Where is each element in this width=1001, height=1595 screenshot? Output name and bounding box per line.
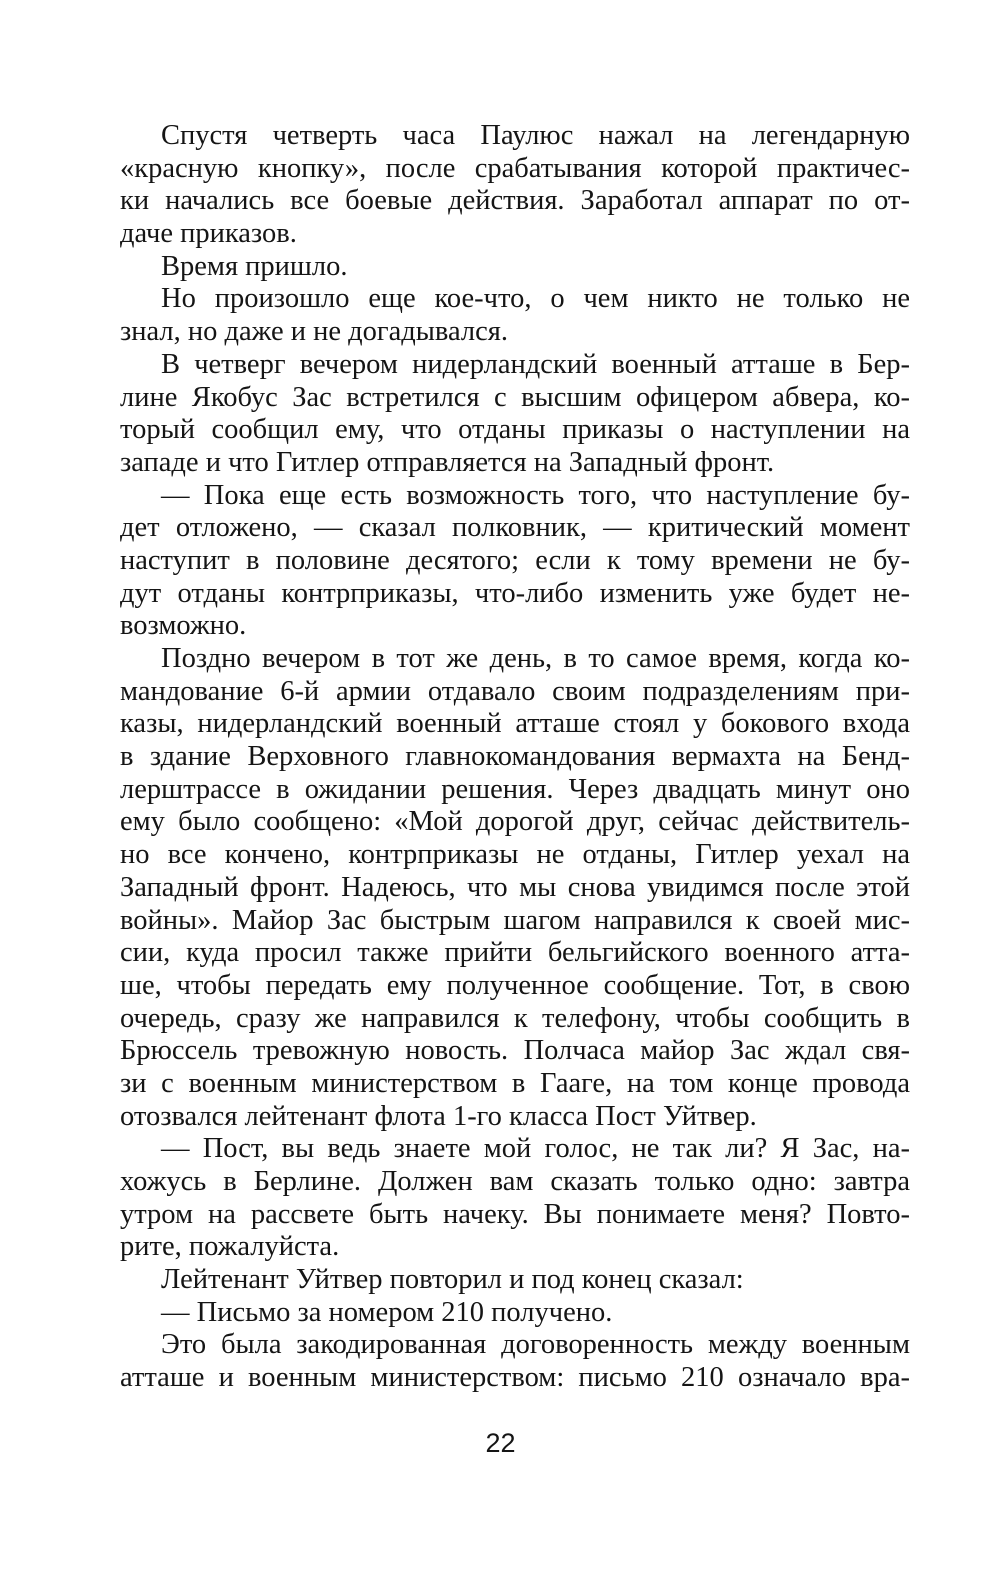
text-line: зи с военным министерством в Гааге, на том конце провода xyxy=(120,1067,910,1099)
text-line: В четверг вечером нидерландский военный атташе в Бер- xyxy=(161,348,910,380)
text-line: — Пост, вы ведь знаете мой голос, не так ли? Я Зас, на- xyxy=(161,1133,910,1165)
text-line: хожусь в Берлине. Должен вам сказать только одно: завтра xyxy=(120,1166,910,1197)
text-line: ему было сообщено: «Мой дорогой друг, сейчас действитель- xyxy=(120,806,910,838)
text-line: дет отложено, — сказал полковник, — критический момент xyxy=(120,512,910,544)
page-number: 22 xyxy=(485,1428,516,1458)
text-line: Лейтенант Уйтвер повторил и под конец сказал: xyxy=(161,1264,744,1296)
text-line: Время пришло. xyxy=(161,250,348,282)
text-line: лине Якобус Зас встретился с высшим офицером абвера, ко- xyxy=(120,381,910,413)
text-line: мандование 6-й армии отдавало своим подразделениям при- xyxy=(120,675,910,707)
text-line: Но произошло еще кое-что, о чем никто не только не xyxy=(161,283,910,315)
text-line: рите, пожалуйста. xyxy=(120,1231,340,1263)
text-line: сии, куда просил также прийти бельгийского военного атта- xyxy=(120,937,910,969)
text-line: Западный фронт. Надеюсь, что мы снова увидимся после этой xyxy=(120,871,910,903)
text-line: Поздно вечером в тот же день, в то самое время, когда ко- xyxy=(161,643,910,674)
text-line: ше, чтобы передать ему полученное сообщение. Тот, в свою xyxy=(120,969,910,1001)
text-line: возможно. xyxy=(120,610,247,642)
text-line: даче приказов. xyxy=(120,218,297,250)
text-line: ки начались все боевые действия. Заработал аппарат по от- xyxy=(120,185,910,217)
text-line: в здание Верховного главнокомандования вермахта на Бенд- xyxy=(120,741,910,773)
text-line: казы, нидерландский военный атташе стоял у бокового входа xyxy=(120,708,910,740)
text-line: очередь, сразу же направился к телефону, чтобы сообщить в xyxy=(120,1002,910,1034)
text-line: отозвался лейтенант флота 1-го класса Пост Уйтвер. xyxy=(120,1100,757,1132)
text-line: — Пока еще есть возможность того, что наступление бу- xyxy=(161,479,910,511)
text-line: «красную кнопку», после срабатывания которой практичес- xyxy=(120,152,910,184)
text-line: западе и что Гитлер отправляется на Западный фронт. xyxy=(120,446,775,478)
text-line: лерштрассе в ожидании решения. Через двадцать минут оно xyxy=(120,773,910,805)
text-line: утром на рассвете быть начеку. Вы понимаете меня? Повто- xyxy=(120,1198,910,1230)
text-line: дут отданы контрприказы, что-либо изменить уже будет не- xyxy=(120,577,910,609)
text-line: знал, но даже и не догадывался. xyxy=(120,316,508,348)
text-line: Брюссель тревожную новость. Полчаса майор Зас ждал свя- xyxy=(120,1035,910,1067)
body-text xyxy=(120,120,910,1395)
text-line: войны». Майор Зас быстрым шагом направился к своей мис- xyxy=(120,904,910,936)
text-line: торый сообщил ему, что отданы приказы о наступлении на xyxy=(120,414,910,446)
text-line: атташе и военным министерством: письмо 210 означало вра- xyxy=(120,1362,910,1394)
text-line: наступит в половине десятого; если к тому времени не бу- xyxy=(120,544,910,576)
text-line: но все кончено, контрприказы не отданы, Гитлер уехал на xyxy=(120,839,910,871)
text-line: Это была закодированная договоренность между военным xyxy=(161,1329,910,1361)
text-line: — Письмо за номером 210 получено. xyxy=(161,1296,613,1328)
text-line: Спустя четверть часа Паулюс нажал на легендарную xyxy=(161,120,910,151)
